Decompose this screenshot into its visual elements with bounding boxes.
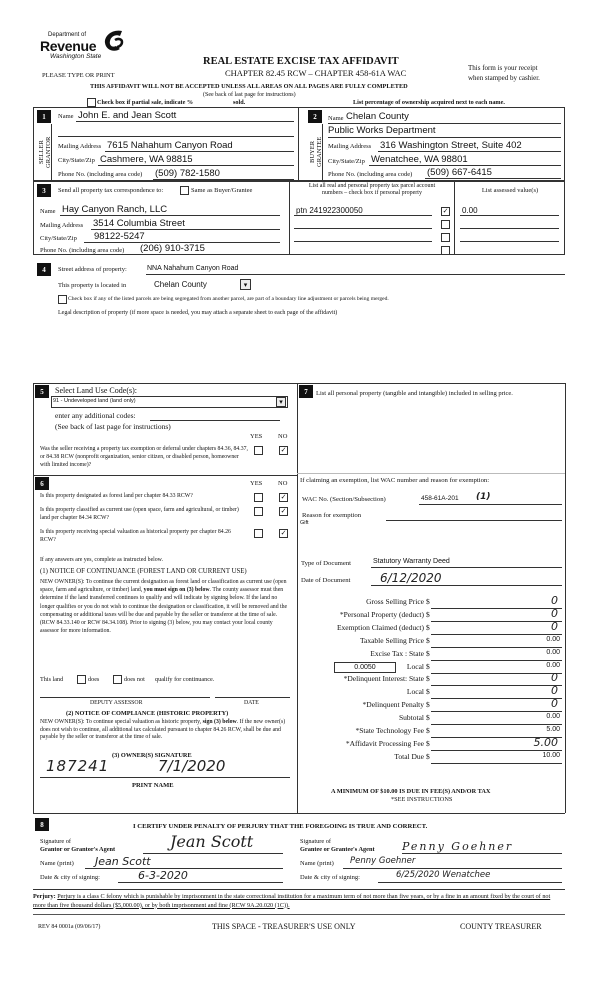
seller-city-label: City/State/Zip xyxy=(58,157,95,164)
section-4-badge: 4 xyxy=(37,263,51,276)
fee-label: *Affidavit Processing Fee xyxy=(345,738,424,748)
county-select[interactable]: Chelan County xyxy=(154,280,207,289)
logo-dept-line: Department of xyxy=(48,32,87,38)
fee-label: Total Due xyxy=(394,751,424,761)
personal-property-checkbox[interactable] xyxy=(441,246,450,255)
question-no-checkbox[interactable]: ✓ xyxy=(280,507,287,515)
personal-property-field[interactable] xyxy=(300,412,562,472)
buyer-name-label: Name xyxy=(328,115,344,122)
question-text: Is this property receiving special valuation as historical property per chapter 84.26 RCW? xyxy=(40,529,231,543)
owner-signature-date[interactable]: 7/1/2020 xyxy=(158,757,226,775)
fee-line xyxy=(431,750,562,751)
personal-property-checkbox[interactable] xyxy=(441,220,450,229)
right-column-border xyxy=(565,383,566,813)
seller-mailing-field[interactable]: 7615 Nahahum Canyon Road xyxy=(107,140,233,151)
fee-line xyxy=(431,685,562,686)
parcel-number-line xyxy=(294,254,432,255)
does-qualify-checkbox[interactable] xyxy=(77,675,86,684)
fee-label: Local xyxy=(406,661,424,671)
fee-row xyxy=(300,697,562,712)
middle-column-border xyxy=(297,383,298,813)
fee-row xyxy=(300,735,562,751)
street-address-line xyxy=(146,274,565,275)
doc-date-field[interactable]: 6/12/2020 xyxy=(380,571,442,585)
buyer-phone-line xyxy=(425,178,561,179)
dollar-sign: $ xyxy=(426,674,430,684)
seller-name-label: Name xyxy=(58,113,74,120)
dollar-sign: $ xyxy=(426,713,430,723)
reason-field[interactable]: Gift xyxy=(300,520,309,526)
perjury-top-border xyxy=(33,889,565,890)
buyer-side-label: BUYER GRANTEE xyxy=(309,136,323,168)
grantor-signature[interactable]: Jean Scott xyxy=(170,832,254,851)
dollar-sign: $ xyxy=(426,700,430,710)
fee-line xyxy=(431,621,562,622)
corr-mailing-label: Mailing Address xyxy=(40,222,84,229)
fee-value[interactable]: 0 xyxy=(551,606,558,620)
additional-codes-field[interactable] xyxy=(150,420,280,421)
grantor-sig-label: Signature of Grantor or Grantor's Agent xyxy=(40,838,116,853)
dor-logo xyxy=(40,28,130,64)
deputy-assessor-label: DEPUTY ASSESSOR xyxy=(90,700,143,706)
question-yes-checkbox[interactable] xyxy=(254,493,263,502)
corr-name-label: Name xyxy=(40,208,56,215)
dollar-sign: $ xyxy=(426,661,430,671)
personal-property-checkbox[interactable] xyxy=(441,233,450,242)
seller-phone-label: Phone No. (including area code) xyxy=(58,171,143,178)
grantee-date-label: Date & city of signing: xyxy=(300,874,360,881)
dollar-sign: $ xyxy=(426,609,430,619)
land-use-select[interactable] xyxy=(51,396,288,408)
question-no-checkbox[interactable]: ✓ xyxy=(280,529,287,537)
dollar-sign: $ xyxy=(426,597,430,606)
treasurer-use-label: THIS SPACE - TREASURER'S USE ONLY xyxy=(212,922,356,931)
street-address-field[interactable]: NNA Nahahum Canyon Road xyxy=(147,265,239,272)
fee-value[interactable]: 0.00 xyxy=(546,713,560,721)
section-6-divider xyxy=(33,475,297,476)
dollar-sign: $ xyxy=(426,726,430,735)
fee-line xyxy=(431,724,562,725)
question-text: Is this property classified as current use (open space, farm and agricultural, or timber) land per chapter 84.34 RCW? xyxy=(40,507,239,521)
notice-2-title: (2) NOTICE OF COMPLIANCE (HISTORIC PROPERTY) xyxy=(66,710,229,717)
parcel-number-line xyxy=(294,215,432,216)
buyer-mailing-line xyxy=(378,151,561,152)
corr-name-line xyxy=(60,215,280,216)
fee-line xyxy=(431,647,562,648)
exemption-no-checkbox[interactable]: ✓ xyxy=(280,446,287,454)
seller-phone-field[interactable]: (509) 782-1580 xyxy=(155,168,220,179)
parcel-header: List all real and personal property tax parcel account numbers – check box if personal property xyxy=(308,183,436,196)
street-address-label: Street address of property: xyxy=(58,266,127,273)
assessed-value-line xyxy=(460,228,559,229)
continuance-row: This land does does not qualify for continuance. xyxy=(40,676,215,683)
fee-label: *Delinquent Interest: State xyxy=(343,674,424,684)
dollar-sign: $ xyxy=(426,622,430,632)
owner-signature-line xyxy=(40,777,290,778)
buyer-mailing-label: Mailing Address xyxy=(328,143,372,150)
owner-signature-number[interactable]: 187241 xyxy=(46,757,110,775)
grantor-name-label: Name (print) xyxy=(40,860,74,867)
exemption-yes-checkbox[interactable] xyxy=(254,446,263,455)
see-back-note: (See back of last page for instructions) xyxy=(203,92,296,98)
fee-row xyxy=(300,606,562,622)
grantor-date-label: Date & city of signing: xyxy=(40,874,100,881)
owner-signature-label: (3) OWNER(S) SIGNATURE xyxy=(112,752,192,759)
does-not-qualify-checkbox[interactable] xyxy=(113,675,122,684)
buyer-name2-field[interactable]: Public Works Department xyxy=(328,125,436,136)
assessed-value-line xyxy=(460,241,559,242)
grantee-name-line xyxy=(343,868,562,869)
additional-codes-label: enter any additional codes: xyxy=(55,411,136,420)
send-correspondence-label: Send all property tax correspondence to: xyxy=(58,187,164,194)
seller-name-line xyxy=(76,121,294,122)
notice-1-text: NEW OWNER(S): To continue the current designation as forest land or classification as current use (open space, farm and agriculture, or timber) land, you must sign on (3) below. The county assessor must then determine if the land transferred continues to qualify and will indicate by signing below. If the land no longer qualifies or you do not wish to continue the designation or classification, it will be removed and the compensating or additional taxes will be due and payable by the seller or transferor at the time of sale. (RCW 84.33.140 or RCW 84.34.108). Prior to signing (3) below, you may contact your local county assessor for more information. xyxy=(40,579,288,635)
section-8-top-border xyxy=(33,813,565,814)
dollar-sign: $ xyxy=(426,635,430,645)
fee-label: Taxable Selling Price xyxy=(359,635,424,645)
fee-value[interactable]: 0 xyxy=(551,671,558,685)
fee-label: *Personal Property (deduct) xyxy=(339,609,424,619)
yes-header-6: YES xyxy=(250,480,263,487)
fee-row xyxy=(300,726,562,738)
seller-side-label: SELLER GRANTOR xyxy=(38,136,52,168)
fee-row xyxy=(300,619,562,635)
fee-value[interactable]: 0 xyxy=(551,697,558,711)
perjury-statement: Perjury: Perjury is a class C felony which is punishable by imprisonment in the state correctional institution for a maximum term of not more than five years, or by a fine in an amount fixed by the court of not more than five thousand dollars ($5,000.00), or by both imprisonment and fine (RCW 9A.20.020 (1C)). xyxy=(33,893,551,909)
fee-row xyxy=(300,684,562,699)
fee-label: Subtotal xyxy=(398,713,424,723)
wac-label: WAC No. (Section/Subsection) xyxy=(302,496,386,503)
deputy-assessor-line[interactable] xyxy=(40,697,210,698)
yes-header-5: YES xyxy=(250,433,263,440)
form-title: REAL ESTATE EXCISE TAX AFFIDAVIT xyxy=(203,56,399,67)
corr-mailing-field[interactable]: 3514 Columbia Street xyxy=(93,218,185,229)
fee-line xyxy=(431,634,562,635)
corr-phone-line xyxy=(138,254,280,255)
fee-row xyxy=(300,594,562,609)
grantee-name-label: Name (print) xyxy=(300,860,334,867)
logo-swirl-icon xyxy=(102,28,126,54)
minimum-due-note: A MINIMUM OF $10.00 IS DUE IN FEE(S) AND/OR TAX xyxy=(331,788,491,795)
fee-row xyxy=(300,636,562,648)
parcel-number-line xyxy=(294,241,432,242)
fee-label: *State Technology Fee xyxy=(355,726,424,735)
ownership-note: List percentage of ownership acquired next to each name. xyxy=(353,99,505,106)
assessed-value-line xyxy=(460,215,559,216)
if-yes-note: If any answers are yes, complete as instructed below. xyxy=(40,557,163,563)
fee-line xyxy=(431,660,562,661)
section-8-badge: 8 xyxy=(35,818,49,831)
fee-value[interactable]: 5.00 xyxy=(533,735,558,749)
assessor-date-line[interactable] xyxy=(215,697,290,698)
fee-line xyxy=(431,673,562,674)
wac-field[interactable]: 458-61A-201 xyxy=(421,495,459,502)
dollar-sign: $ xyxy=(426,687,430,697)
sold-label: sold. xyxy=(233,99,246,106)
fee-label: Gross Selling Price xyxy=(366,597,424,606)
fee-value[interactable]: 10.00 xyxy=(542,751,560,759)
segregated-checkbox[interactable] xyxy=(58,295,67,304)
fee-label: Excise Tax : State xyxy=(370,648,424,658)
assessed-header: List assessed value(s) xyxy=(481,187,539,194)
form-subtitle: CHAPTER 82.45 RCW – CHAPTER 458-61A WAC xyxy=(225,68,407,78)
fee-value[interactable]: 0 xyxy=(551,619,558,633)
corr-city-field[interactable]: 98122-5247 xyxy=(94,231,145,242)
grantee-date-field[interactable]: 6/25/2020 Wenatchee xyxy=(396,870,491,880)
section-7-badge: 7 xyxy=(299,385,313,398)
seller-mailing-label: Mailing Address xyxy=(58,143,102,150)
fee-value[interactable]: 0 xyxy=(551,684,558,698)
left-column-border xyxy=(33,383,34,813)
personal-property-checkbox[interactable]: ✓ xyxy=(442,207,449,215)
seller-city-field[interactable]: Cashmere, WA 98815 xyxy=(100,154,193,165)
fee-value[interactable]: 0.00 xyxy=(546,648,560,656)
certify-statement: I CERTIFY UNDER PENALTY OF PERJURY THAT THE FOREGOING IS TRUE AND CORRECT. xyxy=(133,823,428,830)
legal-description-label: Legal description of property (if more space is needed, you may attach a separate sheet to each page of the affidavit) xyxy=(58,310,338,316)
fee-value[interactable]: 0.00 xyxy=(546,635,560,643)
grantor-name-field[interactable]: Jean Scott xyxy=(95,855,151,868)
wac-handwritten: (1) xyxy=(476,492,491,502)
exemption-divider xyxy=(297,473,565,474)
dollar-sign: $ xyxy=(426,751,430,761)
buyer-mailing-field[interactable]: 316 Washington Street, Suite 402 xyxy=(380,140,522,151)
see-instructions-note: *SEE INSTRUCTIONS xyxy=(391,796,453,803)
seller-city-line xyxy=(98,165,294,166)
section-1-badge: 1 xyxy=(37,110,51,123)
grantee-signature[interactable]: Penny Goehner xyxy=(402,840,514,853)
section-5-badge: 5 xyxy=(35,385,49,398)
seller-phone-line xyxy=(153,179,294,180)
exemption-claim-label: If claiming an exemption, list WAC number and reason for exemption: xyxy=(300,477,490,484)
grantor-date-field[interactable]: 6-3-2020 xyxy=(138,869,188,882)
fee-row xyxy=(300,752,562,764)
doc-date-line xyxy=(371,585,562,586)
corr-phone-field[interactable]: (206) 910-3715 xyxy=(140,243,205,254)
buyer-name-line xyxy=(328,123,561,124)
assessor-date-label: DATE xyxy=(244,700,259,706)
doc-type-line xyxy=(371,567,562,568)
question-text: Is this property designated as forest land per chapter 84.33 RCW? xyxy=(40,493,193,499)
dollar-sign: $ xyxy=(426,648,430,658)
same-as-buyer-checkbox[interactable] xyxy=(180,186,189,195)
dollar-sign: $ xyxy=(426,738,430,748)
corr-name-field[interactable]: Hay Canyon Ranch, LLC xyxy=(62,204,168,215)
question-no-checkbox[interactable]: ✓ xyxy=(280,493,287,501)
located-in-label: This property is located in xyxy=(58,282,127,289)
grantor-sig-line xyxy=(143,853,283,854)
receipt-note-1: This form is your receipt xyxy=(468,64,538,72)
logo-state: Washington State xyxy=(50,53,102,60)
notice-2-text: NEW OWNER(S): To continue special valuation as historic property, sign (3) below. If the new owner(s) does not wish to continue, all additional tax calculated pursuant to chapter 84.26 RCW, shall be due and payable by the seller or transferor at the time of sale. xyxy=(40,719,286,740)
reason-line xyxy=(386,520,562,521)
acceptance-warning: THIS AFFIDAVIT WILL NOT BE ACCEPTED UNLESS ALL AREAS ON ALL PAGES ARE FULLY COMPLETED xyxy=(90,83,408,90)
land-use-label: Select Land Use Code(s): xyxy=(55,386,137,395)
grantee-name-field[interactable]: Penny Goehner xyxy=(350,856,416,866)
fee-line xyxy=(431,698,562,699)
please-type-label: PLEASE TYPE OR PRINT xyxy=(42,72,115,79)
sections-top-border xyxy=(33,383,565,384)
fee-label: *Delinquent Penalty xyxy=(362,700,424,710)
fee-label: Exemption Claimed (deduct) xyxy=(336,622,424,632)
doc-type-field[interactable]: Statutory Warranty Deed xyxy=(373,558,450,565)
buyer-name2-line xyxy=(328,137,561,138)
question-yes-checkbox[interactable] xyxy=(254,507,263,516)
seller-mailing-line xyxy=(105,151,294,152)
no-header-6: NO xyxy=(278,480,288,487)
fee-value[interactable]: 0.00 xyxy=(546,661,560,669)
assessed-value-field[interactable]: 0.00 xyxy=(462,206,478,215)
parcel-number-line xyxy=(294,228,432,229)
corr-mailing-line xyxy=(91,229,280,230)
section-3-badge: 3 xyxy=(37,184,51,197)
legal-description-field[interactable] xyxy=(58,320,565,380)
buyer-phone-label: Phone No. (including area code) xyxy=(328,171,413,178)
corr-phone-label: Phone No. (including area code) xyxy=(40,247,125,254)
grantee-date-line xyxy=(378,882,562,883)
section-2-badge: 2 xyxy=(308,110,322,123)
logo-revenue: Revenue xyxy=(40,38,97,54)
section-6-badge: 6 xyxy=(35,477,49,490)
same-as-buyer-label: Same as Buyer/Grantee xyxy=(191,187,253,194)
local-rate-box[interactable]: 0.0050 xyxy=(334,662,396,673)
question-yes-checkbox[interactable] xyxy=(254,529,263,538)
notice-1-title: (1) NOTICE OF CONTINUANCE (FOREST LAND OR CURRENT USE) xyxy=(40,568,247,575)
corr-city-label: City/State/Zip xyxy=(40,235,77,242)
land-use-see-back: (See back of last page for instructions) xyxy=(55,422,171,431)
fee-line xyxy=(431,763,562,764)
exemption-question: Was the seller receiving a property tax exemption or deferral under chapters 84.36, 84.37, or 84.38 RCW (nonprofit organization, senior citizen, or disabled person, homeowner with limited income)? xyxy=(40,446,248,468)
buyer-city-label: City/State/Zip xyxy=(328,158,365,165)
doc-type-label: Type of Document xyxy=(301,560,352,567)
seller-name-field[interactable]: John E. and Jean Scott xyxy=(78,110,177,121)
doc-date-label: Date of Document xyxy=(301,577,351,584)
fee-value[interactable]: 5.00 xyxy=(546,726,560,733)
fee-value[interactable]: 0 xyxy=(551,594,558,607)
fee-row xyxy=(300,713,562,725)
land-use-dropdown-icon[interactable]: ▾ xyxy=(276,397,286,407)
fee-row xyxy=(300,671,562,686)
fee-label: Local xyxy=(406,687,424,697)
grantor-date-line xyxy=(118,882,283,883)
grantee-sig-line xyxy=(402,853,562,854)
partial-sale-label: Check box if partial sale, indicate % xyxy=(97,99,194,106)
county-dropdown-icon[interactable]: ▾ xyxy=(240,279,251,290)
personal-property-label: List all personal property (tangible and intangible) included in selling price. xyxy=(316,390,513,397)
wac-line xyxy=(419,504,562,505)
buyer-phone-field[interactable]: (509) 667-6415 xyxy=(427,167,492,178)
buyer-city-field[interactable]: Wenatchee, WA 98801 xyxy=(371,154,468,165)
county-treasurer-label: COUNTY TREASURER xyxy=(460,922,542,931)
fee-row xyxy=(300,649,562,661)
reason-label: Reason for exemption xyxy=(302,512,362,519)
buyer-name-field[interactable]: Chelan County xyxy=(346,111,409,122)
seller-buyer-divider xyxy=(298,107,299,181)
form-number: REV 84 0001a (09/06/17) xyxy=(38,924,101,930)
no-header-5: NO xyxy=(278,433,288,440)
print-name-label: PRINT NAME xyxy=(132,782,174,789)
footer-border xyxy=(33,914,565,915)
fee-line xyxy=(431,608,562,609)
fee-line xyxy=(431,711,562,712)
receipt-note-2: when stamped by cashier. xyxy=(468,74,540,82)
assessed-value-line xyxy=(460,254,559,255)
segregated-label: Check box if any of the listed parcels are being segregated from another parcel, are part of a boundary line adjustment or parcels being merged. xyxy=(68,296,389,302)
parcel-number-field[interactable]: ptn 241922300050 xyxy=(296,206,363,215)
buyer-city-line xyxy=(369,165,561,166)
land-use-selected-value: 91 - Undeveloped land (land only) xyxy=(53,398,136,404)
partial-sale-checkbox[interactable] xyxy=(87,98,96,107)
seller-name2-line[interactable] xyxy=(58,136,294,137)
grantee-sig-label: Signature of Grantee or Grantee's Agent xyxy=(300,838,375,853)
